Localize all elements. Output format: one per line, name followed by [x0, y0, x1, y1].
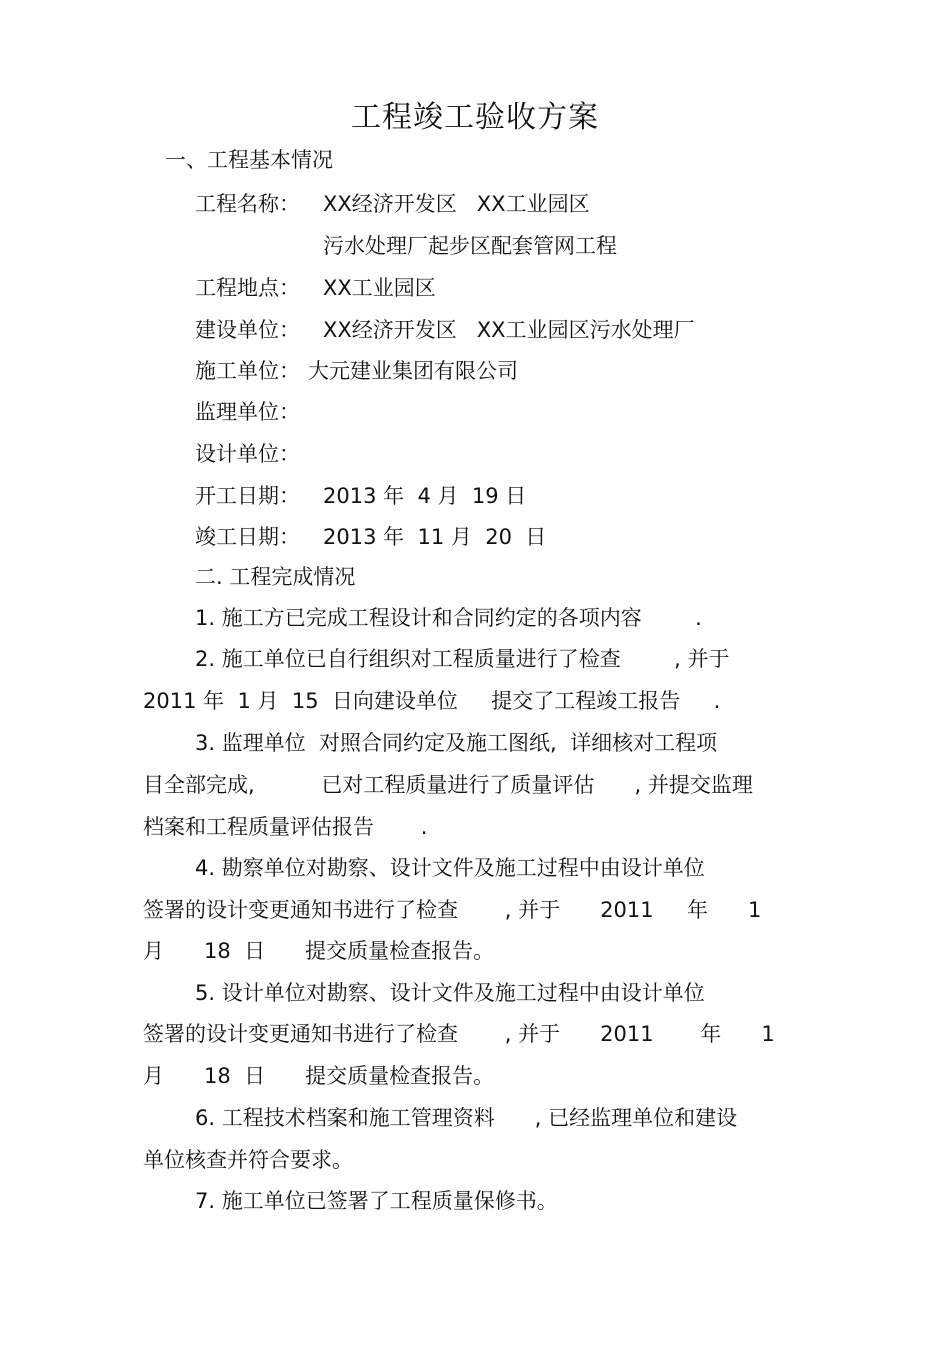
project-name-value-2: 污水处理厂起步区配套管网工程 [323, 234, 617, 258]
contractor-label: 施工单位： [195, 359, 300, 383]
paragraph-3-line-3: 档案和工程质量评估报告 . [143, 815, 428, 839]
paragraph-5-line-2: 签署的设计变更通知书进行了检查 , 并于 2011 年 1 [143, 1022, 775, 1046]
paragraph-1: 1. 施工方已完成工程设计和合同约定的各项内容 . [195, 606, 702, 630]
paragraph-5-line-3: 月 18 日 提交质量检查报告。 [143, 1064, 495, 1088]
paragraph-4-line-3: 月 18 日 提交质量检查报告。 [143, 939, 495, 963]
paragraph-3-line-2: 目全部完成, 已对工程质量进行了质量评估 , 并提交监理 [143, 773, 753, 797]
builder-label: 建设单位： [195, 318, 300, 342]
paragraph-4-line-2: 签署的设计变更通知书进行了检查 , 并于 2011 年 1 [143, 898, 762, 922]
designer-label: 设计单位： [195, 442, 300, 466]
finish-date-value: 2013 年 11 月 20 日 [323, 525, 547, 549]
paragraph-6-line-1: 6. 工程技术档案和施工管理资料 , 已经监理单位和建设 [195, 1106, 738, 1130]
section-1-heading: 一、工程基本情况 [165, 148, 333, 172]
section-2-heading: 二. 工程完成情况 [195, 565, 356, 589]
paragraph-4-line-1: 4. 勘察单位对勘察、设计文件及施工过程中由设计单位 [195, 856, 705, 880]
project-name-value-1: XX经济开发区 XX工业园区 [323, 192, 590, 216]
builder-value: XX经济开发区 XX工业园区污水处理厂 [323, 318, 695, 342]
paragraph-5-line-1: 5. 设计单位对勘察、设计文件及施工过程中由设计单位 [195, 981, 705, 1005]
paragraph-2-line-2: 2011 年 1 月 15 日向建设单位 提交了工程竣工报告 . [143, 689, 721, 713]
paragraph-2-line-1: 2. 施工单位已自行组织对工程质量进行了检查 , 并于 [195, 647, 730, 671]
document-title: 工程竣工验收方案 [351, 100, 599, 135]
location-value: XX工业园区 [323, 276, 436, 300]
start-date-label: 开工日期： [195, 484, 300, 508]
paragraph-3-line-1: 3. 监理单位 对照合同约定及施工图纸, 详细核对工程项 [195, 731, 718, 755]
paragraph-6-line-2: 单位核查并符合要求。 [143, 1148, 353, 1172]
location-label: 工程地点： [195, 276, 300, 300]
start-date-value: 2013 年 4 月 19 日 [323, 484, 527, 508]
paragraph-7: 7. 施工单位已签署了工程质量保修书。 [195, 1189, 558, 1213]
project-name-label: 工程名称： [195, 192, 300, 216]
finish-date-label: 竣工日期： [195, 525, 300, 549]
contractor-value: 大元建业集团有限公司 [308, 359, 518, 383]
supervisor-label: 监理单位： [195, 400, 300, 424]
